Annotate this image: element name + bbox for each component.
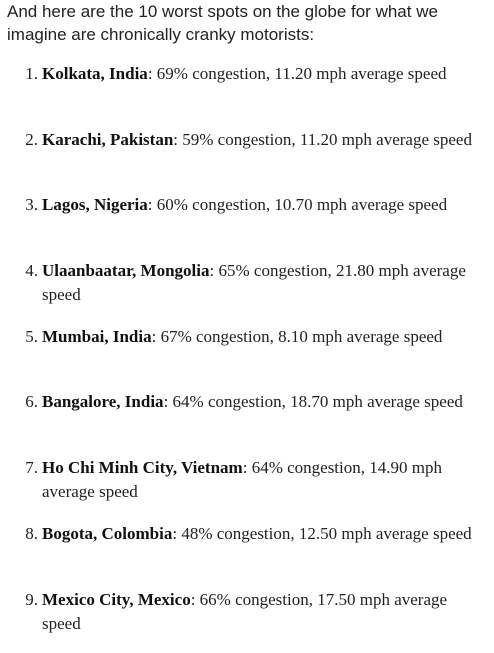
item-number: 2. (25, 129, 38, 149)
list-item (0, 588, 494, 653)
item-details: : 48% congestion, 12.50 mph average speed (172, 523, 472, 543)
item-details: : 69% congestion, 11.20 mph average speed (147, 64, 447, 83)
item-details: : 64% congestion, 14.90 mph average speed (42, 458, 442, 502)
item-number: 6. (25, 392, 38, 412)
item-number: 7. (25, 458, 38, 478)
list-item (0, 522, 494, 588)
list-item (0, 325, 494, 391)
list-item (0, 259, 494, 325)
item-details: : 59% congestion, 11.20 mph average speed (173, 129, 472, 149)
city-name: Kolkata, India (42, 64, 148, 83)
item-details: : 65% congestion, 21.80 mph average speed (42, 261, 466, 305)
city-name: Ulaanbaatar, Mongolia (42, 261, 210, 281)
city-name: Lagos, Nigeria (42, 195, 148, 215)
list-item (0, 62, 494, 128)
intro-text: And here are the 10 worst spots on the globe for what we imagine are chronically cranky motorists: (7, 2, 438, 44)
city-name: Mexico City, Mexico (42, 589, 191, 609)
list-item (0, 128, 494, 194)
city-name: Karachi, Pakistan (42, 129, 174, 149)
item-details: : 67% congestion, 8.10 mph average speed (151, 326, 443, 346)
item-details: : 60% congestion, 10.70 mph average speed (147, 195, 448, 215)
item-details: : 66% congestion, 17.50 mph average speed (42, 589, 448, 633)
worst-spots-list (0, 62, 494, 653)
list-item (0, 390, 494, 456)
item-number: 8. (25, 523, 38, 543)
list-item (0, 193, 494, 259)
city-name: Bogota, Colombia (42, 523, 173, 543)
item-details: : 64% congestion, 18.70 mph average speed (163, 392, 463, 412)
list-item (0, 456, 494, 522)
item-number: 9. (25, 589, 38, 609)
item-number: 4. (25, 261, 38, 281)
item-number: 1. (25, 64, 38, 83)
city-name: Ho Chi Minh City, Vietnam (42, 458, 243, 478)
item-number: 3. (25, 195, 38, 215)
city-name: Mumbai, India (42, 326, 152, 346)
item-number: 5. (25, 326, 38, 346)
city-name: Bangalore, India (42, 392, 164, 412)
